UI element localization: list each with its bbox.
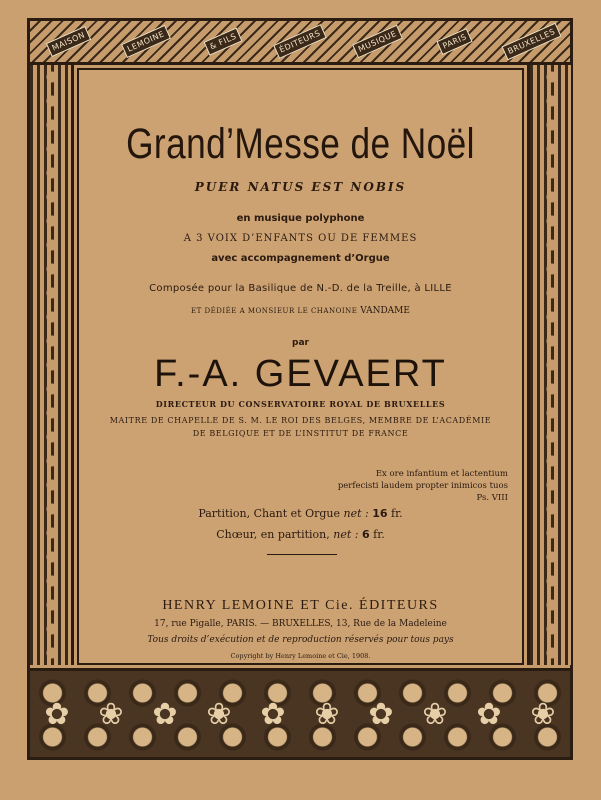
publisher-address: 17, rue Pigalle, PARIS. — BRUXELLES, 13, Rue de la Madeleine [154,619,447,629]
dedication [79,306,522,316]
flower-icon: ❀ [98,696,124,732]
price-label: Partition, Chant et Orgue [198,507,341,520]
composer-credit-2: MAITRE DE CHAPELLE DE S. M. LE ROI DES BELGES, MEMBRE DE L’ACADÉMIE [109,416,492,425]
banner-word: BRUXELLES [501,23,561,61]
right-ornament-band [527,65,571,665]
epigraph-reference: Ps. VIII [476,493,508,503]
flower-icon: ✿ [476,696,502,732]
flower-icon: ❀ [530,696,556,732]
flower-icon: ✿ [152,696,178,732]
publisher-name: HENRY LEMOINE ET Cie. ÉDITEURS [162,598,439,613]
net-label: net : [343,507,369,520]
price-unit: fr. [373,528,385,541]
description-line-2: A 3 VOIX D’ENFANTS OU DE FEMMES [183,233,418,244]
flower-icon: ✿ [44,696,70,732]
page-title: Grand’Messe de Noël [126,120,475,168]
composer-name: F.-A. GEVAERT [154,353,447,395]
net-label: net : [333,528,359,541]
dedicatee-name: VANDAME [360,306,410,316]
composer-credit-3: DE BELGIQUE ET DE L’INSTITUT DE FRANCE [192,429,409,438]
flower-icon: ❀ [422,696,448,732]
price-line-2 [79,528,522,541]
description-line-1: en musique polyphone [236,213,365,224]
divider [267,554,337,555]
dedication-text: ET DÉDIÉE A MONSIEUR LE CHANOINE [191,307,358,315]
epigraph-line-2: perfecisti laudem propter inimicos tuos [337,481,508,491]
price-unit: fr. [391,507,403,520]
banner-word: LEMOINE [121,25,171,58]
epigraph [338,468,508,504]
composer-credit-1: DIRECTEUR DU CONSERVATOIRE ROYAL DE BRUXELLES [155,399,446,409]
flower-icon: ❀ [314,696,340,732]
flower-icon: ❀ [206,696,232,732]
price-amount: 6 [361,528,370,541]
banner-word: MAISON [46,26,91,57]
banner-word: PARIS [436,28,473,55]
bottom-floral-band [30,668,570,757]
by-label: par [292,338,309,348]
flower-icon: ✿ [260,696,286,732]
subtitle: PUER NATUS EST NOBIS [194,180,407,194]
price-line-1 [79,507,522,520]
flower-icon: ✿ [368,696,394,732]
copyright-notice: Copyright by Henry Lemoine et Cie, 1908. [230,652,371,660]
description-line-3: avec accompagnement d’Orgue [211,253,390,264]
left-ornament-band [30,65,74,665]
rights-notice: Tous droits d’exécution et de reproduction réservés pour tous pays [147,635,454,645]
banner-word: MUSIQUE [352,25,403,59]
title-panel [77,68,524,665]
banner-word: & FILS [203,27,242,55]
epigraph-line-1: Ex ore infantium et lactentium [375,469,508,479]
price-label: Chœur, en partition, [216,528,330,541]
top-banner-band [30,21,570,65]
banner-word: ÉDITEURS [273,24,327,59]
composition-note: Composée pour la Basilique de N.-D. de la Treille, à LILLE [149,283,452,294]
price-amount: 16 [372,507,388,520]
